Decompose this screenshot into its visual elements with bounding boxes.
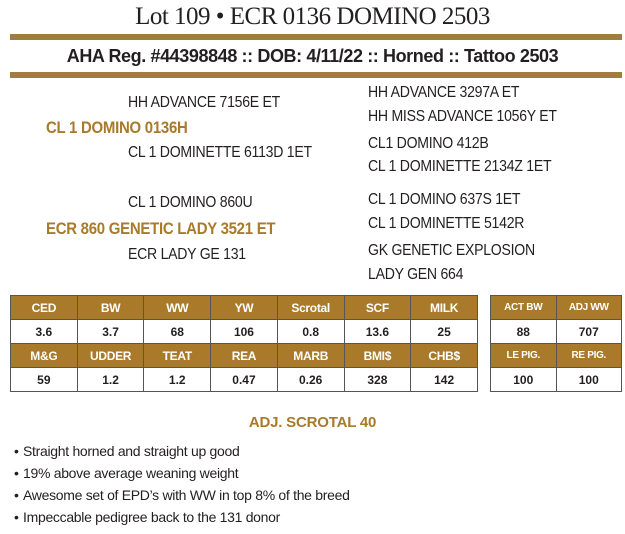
bottom-rule bbox=[10, 72, 622, 78]
adj-scrotal: ADJ. SCROTAL 40 bbox=[248, 414, 377, 431]
dam: ECR 860 GENETIC LADY 3521 ET bbox=[46, 219, 276, 238]
sire: CL 1 DOMINO 0136H bbox=[46, 118, 188, 137]
epd-value: 142 bbox=[411, 368, 478, 392]
bullet-icon: • bbox=[14, 509, 19, 525]
actual-weights-table bbox=[490, 295, 622, 392]
note-text: 19% above average weaning weight bbox=[23, 465, 239, 481]
epd-header: MILK bbox=[411, 296, 478, 320]
epd-value-row bbox=[11, 368, 478, 392]
epd-value: 25 bbox=[411, 320, 478, 344]
epd-header: TEAT bbox=[144, 344, 211, 368]
weights-header-row bbox=[491, 296, 622, 320]
pigment-value-row bbox=[491, 368, 622, 392]
note-text: Awesome set of EPD’s with WW in top 8% of the breed bbox=[23, 487, 350, 503]
epd-header-row bbox=[11, 344, 478, 368]
sire-sire-sire: HH ADVANCE 3297A ET bbox=[368, 84, 520, 101]
epd-value: 59 bbox=[11, 368, 78, 392]
epd-value: 13.6 bbox=[344, 320, 411, 344]
note-item bbox=[14, 462, 350, 484]
pigment-value: 100 bbox=[491, 368, 557, 392]
lot-title: Lot 109 • ECR 0136 DOMINO 2503 bbox=[135, 3, 490, 30]
weights-header: ACT BW bbox=[491, 296, 557, 320]
epd-value: 0.8 bbox=[277, 320, 344, 344]
dam-sire-dam: CL 1 DOMINETTE 5142R bbox=[368, 215, 525, 232]
weights-value: 88 bbox=[491, 320, 557, 344]
epd-table bbox=[10, 295, 478, 392]
top-rule bbox=[10, 34, 622, 40]
epd-header: WW bbox=[144, 296, 211, 320]
epd-header: CED bbox=[11, 296, 78, 320]
epd-value: 3.7 bbox=[77, 320, 144, 344]
epd-value: 106 bbox=[211, 320, 278, 344]
pigment-header: RE PIG. bbox=[556, 344, 622, 368]
epd-header: REA bbox=[211, 344, 278, 368]
sire-dam-sire: CL1 DOMINO 412B bbox=[368, 135, 489, 152]
note-item bbox=[14, 440, 350, 462]
note-item bbox=[14, 506, 350, 528]
note-text: Impeccable pedigree back to the 131 donor bbox=[23, 509, 280, 525]
bullet-icon: • bbox=[14, 443, 19, 459]
epd-header-row bbox=[11, 296, 478, 320]
epd-value: 1.2 bbox=[77, 368, 144, 392]
epd-value: 68 bbox=[144, 320, 211, 344]
epd-header: MARB bbox=[277, 344, 344, 368]
epd-value: 1.2 bbox=[144, 368, 211, 392]
bullet-icon: • bbox=[14, 465, 19, 481]
epd-header: YW bbox=[211, 296, 278, 320]
bullet-icon: • bbox=[14, 487, 19, 503]
sire-dam-dam: CL 1 DOMINETTE 2134Z 1ET bbox=[368, 158, 552, 175]
pigment-value: 100 bbox=[556, 368, 622, 392]
sire-sire-dam: HH MISS ADVANCE 1056Y ET bbox=[368, 108, 557, 125]
epd-header: CHB$ bbox=[411, 344, 478, 368]
note-text: Straight horned and straight up good bbox=[23, 443, 240, 459]
dam-sire: CL 1 DOMINO 860U bbox=[128, 194, 253, 211]
sire-sire: HH ADVANCE 7156E ET bbox=[128, 94, 281, 111]
notes-list bbox=[14, 440, 350, 528]
epd-header: M&G bbox=[11, 344, 78, 368]
epd-value: 328 bbox=[344, 368, 411, 392]
pigment-header-row bbox=[491, 344, 622, 368]
epd-header: Scrotal bbox=[277, 296, 344, 320]
dam-dam-dam: LADY GEN 664 bbox=[368, 266, 464, 283]
registration-line: AHA Reg. #44398848 :: DOB: 4/11/22 :: Horned :: Tattoo 2503 bbox=[66, 46, 559, 66]
dam-sire-sire: CL 1 DOMINO 637S 1ET bbox=[368, 191, 521, 208]
sire-dam: CL 1 DOMINETTE 6113D 1ET bbox=[128, 144, 312, 161]
epd-header: SCF bbox=[344, 296, 411, 320]
epd-value: 0.26 bbox=[277, 368, 344, 392]
dam-dam: ECR LADY GE 131 bbox=[128, 246, 246, 263]
weights-value: 707 bbox=[556, 320, 622, 344]
weights-value-row bbox=[491, 320, 622, 344]
epd-header: UDDER bbox=[77, 344, 144, 368]
epd-value-row bbox=[11, 320, 478, 344]
weights-header: ADJ WW bbox=[556, 296, 622, 320]
note-item bbox=[14, 484, 350, 506]
dam-dam-sire: GK GENETIC EXPLOSION bbox=[368, 242, 535, 259]
epd-value: 0.47 bbox=[211, 368, 278, 392]
epd-value: 3.6 bbox=[11, 320, 78, 344]
epd-header: BMI$ bbox=[344, 344, 411, 368]
pigment-header: LE PIG. bbox=[491, 344, 557, 368]
epd-header: BW bbox=[77, 296, 144, 320]
